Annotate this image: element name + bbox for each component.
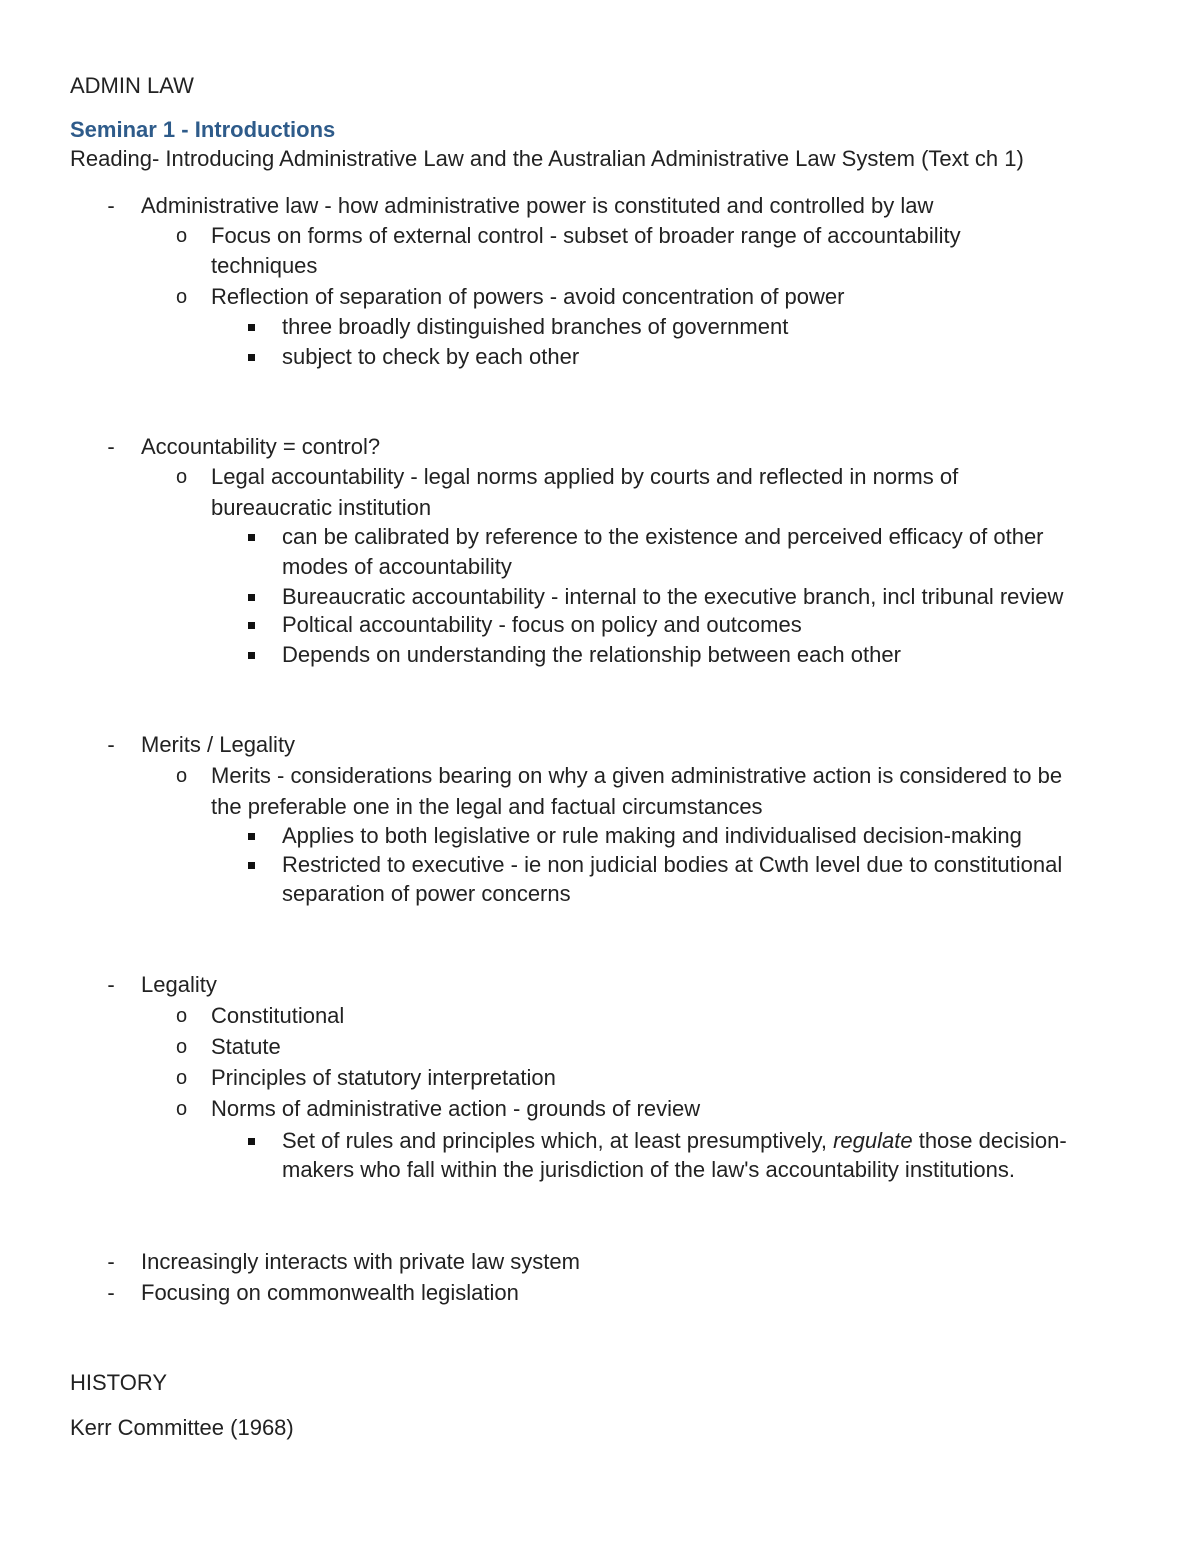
sec2-bullet-2: Bureaucratic accountability - internal to the executive branch, incl tribunal review [282, 584, 1064, 609]
document-title: ADMIN LAW [70, 73, 194, 98]
circle-bullet: o [176, 1036, 188, 1058]
sec3-bullet-1: Applies to both legislative or rule making and individualised decision-making [282, 823, 1022, 848]
square-bullet [248, 641, 258, 669]
sec4-sub-item-1: Constitutional [211, 1003, 345, 1028]
sec1-bullet-1: three broadly distinguished branches of government [282, 314, 789, 339]
circle-bullet: o [176, 1098, 188, 1120]
circle-bullet: o [176, 765, 188, 787]
sec1-bullet-2: subject to check by each other [282, 344, 580, 369]
sec2-bullet-3: Poltical accountability - focus on policy and outcomes [282, 612, 802, 637]
square-bullet [248, 523, 258, 551]
sec4-sub-item-3: Principles of statutory interpretation [211, 1065, 556, 1090]
sec4-bullet-1-post: those decision- [912, 1128, 1067, 1153]
square-bullet [248, 313, 258, 341]
sec4-bullet-1-cont: makers who fall within the jurisdiction of the law's accountability institutions. [282, 1157, 1015, 1182]
sec4-sub-item-4: Norms of administrative action - grounds of review [211, 1096, 701, 1121]
circle-bullet: o [176, 286, 188, 308]
circle-bullet: o [176, 225, 188, 247]
sec2-bullet-1: can be calibrated by reference to the existence and perceived efficacy of other [282, 524, 1044, 549]
seminar-heading: Seminar 1 - Introductions [70, 117, 336, 142]
sec4-bullet-1-pre: Set of rules and principles which, at least presumptively, [282, 1128, 834, 1153]
dash-bullet: - [107, 1249, 115, 1274]
dash-bullet: - [107, 434, 115, 459]
dash-bullet: - [107, 732, 115, 757]
dash-bullet: - [107, 972, 115, 997]
sec4-bullet-1-emphasis: regulate [833, 1128, 913, 1153]
square-bullet [248, 822, 258, 850]
sec1-sub-item-2: Reflection of separation of powers - avoid concentration of power [211, 284, 845, 309]
history-heading: HISTORY [70, 1370, 167, 1395]
sec2-bullet-4: Depends on understanding the relationship between each other [282, 642, 901, 667]
sec1-sub-item-1-cont: techniques [211, 253, 318, 278]
dash-bullet: - [107, 193, 115, 218]
square-bullet [248, 1127, 258, 1155]
circle-bullet: o [176, 466, 188, 488]
sec1-sub-item-1: Focus on forms of external control - subset of broader range of accountability [211, 223, 961, 248]
dash-bullet: - [107, 1280, 115, 1305]
sec4-sub-item-2: Statute [211, 1034, 281, 1059]
sec3-main-item: Merits / Legality [141, 732, 296, 757]
square-bullet [248, 611, 258, 639]
square-bullet [248, 851, 258, 879]
sec3-bullet-2: Restricted to executive - ie non judicial bodies at Cwth level due to constitutional [282, 852, 1063, 877]
sec3-sub-item-1-cont: the preferable one in the legal and factual circumstances [211, 794, 763, 819]
circle-bullet: o [176, 1067, 188, 1089]
reading-line: Reading- Introducing Administrative Law and the Australian Administrative Law System (Text ch 1) [70, 146, 1024, 171]
sec5-item-1: Increasingly interacts with private law system [141, 1249, 580, 1274]
sec5-item-2: Focusing on commonwealth legislation [141, 1280, 519, 1305]
square-bullet [248, 343, 258, 371]
sec1-main-item: Administrative law - how administrative power is constituted and controlled by law [141, 193, 934, 218]
sec3-bullet-2-cont: separation of power concerns [282, 881, 571, 906]
sec2-bullet-1-cont: modes of accountability [282, 554, 512, 579]
sec4-main-item: Legality [141, 972, 217, 997]
sec2-main-item: Accountability = control? [141, 434, 381, 459]
sec4-bullet-1 [282, 1127, 1067, 1155]
sec3-sub-item-1: Merits - considerations bearing on why a given administrative action is considered to be [211, 763, 1063, 788]
sec2-sub-item-1-cont: bureaucratic institution [211, 495, 432, 520]
sec2-sub-item-1: Legal accountability - legal norms applied by courts and reflected in norms of [211, 464, 959, 489]
square-bullet [248, 583, 258, 611]
kerr-committee-line: Kerr Committee (1968) [70, 1415, 294, 1440]
circle-bullet: o [176, 1005, 188, 1027]
